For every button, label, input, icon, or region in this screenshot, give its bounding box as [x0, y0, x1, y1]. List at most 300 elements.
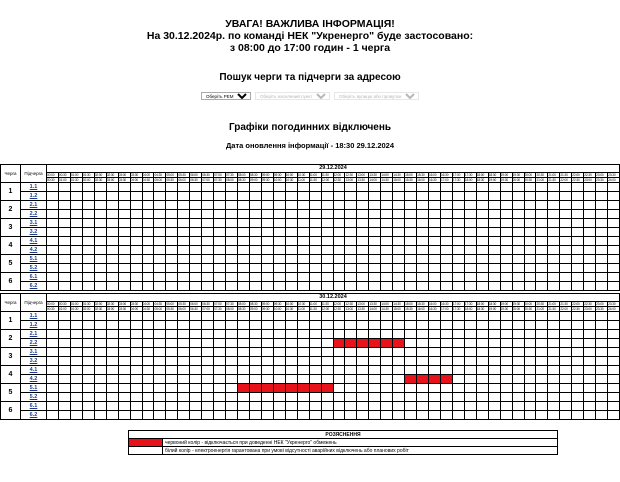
time-end: 11:00 — [297, 307, 309, 312]
queue-number: 1 — [1, 312, 21, 330]
slot-cell — [130, 210, 142, 219]
slot-cell — [238, 192, 250, 201]
subqueue-link[interactable]: 2.1 — [21, 201, 47, 210]
slot-cell — [94, 210, 106, 219]
time-start: 11:30 — [321, 173, 333, 178]
slot-cell — [58, 366, 70, 375]
time-start: 06:30 — [202, 302, 214, 307]
slot-cell — [500, 201, 512, 210]
subqueue-link[interactable]: 5.1 — [21, 255, 47, 264]
slot-cell — [393, 237, 405, 246]
slot-cell — [464, 411, 476, 420]
subqueue-link[interactable]: 3.2 — [21, 228, 47, 237]
slot-cell — [345, 357, 357, 366]
subqueue-link[interactable]: 3.1 — [21, 219, 47, 228]
slot-cell — [130, 330, 142, 339]
time-end: 01:00 — [58, 307, 70, 312]
slot-cell — [572, 228, 584, 237]
slot-cell — [226, 273, 238, 282]
table-row — [1, 255, 620, 264]
slot-cell — [238, 330, 250, 339]
slot-cell — [130, 282, 142, 291]
queue-number: 1 — [1, 183, 21, 201]
slot-cell — [560, 357, 572, 366]
subqueue-link[interactable]: 4.2 — [21, 246, 47, 255]
slot-cell — [524, 321, 536, 330]
slot-cell — [130, 201, 142, 210]
time-start: 23:00 — [596, 173, 608, 178]
outage-cell — [393, 339, 405, 348]
slot-cell — [238, 411, 250, 420]
slot-cell — [608, 375, 620, 384]
slot-cell — [512, 330, 524, 339]
slot-cell — [202, 219, 214, 228]
slot-cell — [369, 246, 381, 255]
slot-cell — [584, 273, 596, 282]
slot-cell — [321, 183, 333, 192]
slot-cell — [488, 321, 500, 330]
queue-number: 6 — [1, 402, 21, 420]
time-end: 24:00 — [608, 178, 620, 183]
time-start: 16:30 — [440, 173, 452, 178]
slot-cell — [417, 348, 429, 357]
subqueue-link[interactable]: 5.1 — [21, 384, 47, 393]
time-end: 11:30 — [309, 178, 321, 183]
slot-cell — [393, 183, 405, 192]
slot-cell — [488, 411, 500, 420]
time-end: 24:00 — [608, 307, 620, 312]
table-row — [1, 384, 620, 393]
slot-cell — [202, 228, 214, 237]
slot-cell — [82, 237, 94, 246]
slot-cell — [166, 321, 178, 330]
subqueue-link[interactable]: 4.1 — [21, 366, 47, 375]
slot-cell — [261, 321, 273, 330]
slot-cell — [130, 273, 142, 282]
slot-cell — [142, 210, 154, 219]
time-start: 11:30 — [321, 302, 333, 307]
slot-cell — [560, 201, 572, 210]
slot-cell — [297, 366, 309, 375]
time-start: 06:30 — [202, 173, 214, 178]
slot-cell — [584, 357, 596, 366]
slot-cell — [82, 348, 94, 357]
slot-cell — [285, 348, 297, 357]
slot-cell — [512, 402, 524, 411]
slot-cell — [333, 264, 345, 273]
slot-cell — [536, 228, 548, 237]
slot-cell — [309, 402, 321, 411]
slot-cell — [405, 273, 417, 282]
slot-cell — [249, 393, 261, 402]
slot-cell — [154, 330, 166, 339]
subqueue-link[interactable]: 5.2 — [21, 264, 47, 273]
slot-cell — [214, 411, 226, 420]
time-end: 19:00 — [488, 307, 500, 312]
slot-cell — [524, 366, 536, 375]
time-end: 18:00 — [464, 307, 476, 312]
outage-cell — [321, 384, 333, 393]
time-start: 19:00 — [500, 302, 512, 307]
slot-cell — [464, 264, 476, 273]
time-start: 01:00 — [70, 173, 82, 178]
slot-cell — [405, 321, 417, 330]
slot-cell — [572, 321, 584, 330]
slot-cell — [47, 411, 59, 420]
time-end: 05:30 — [166, 307, 178, 312]
subqueue-link[interactable]: 2.2 — [21, 339, 47, 348]
time-start: 08:30 — [249, 173, 261, 178]
slot-cell — [273, 357, 285, 366]
time-end: 08:00 — [226, 178, 238, 183]
slot-cell — [381, 246, 393, 255]
slot-cell — [309, 330, 321, 339]
slot-cell — [369, 237, 381, 246]
slot-cell — [357, 375, 369, 384]
slot-cell — [47, 219, 59, 228]
slot-cell — [512, 384, 524, 393]
slot-cell — [70, 321, 82, 330]
slot-cell — [548, 330, 560, 339]
slot-cell — [345, 210, 357, 219]
slot-cell — [524, 357, 536, 366]
slot-cell — [70, 357, 82, 366]
slot-cell — [381, 402, 393, 411]
slot-cell — [190, 273, 202, 282]
slot-cell — [309, 348, 321, 357]
outage-cell — [429, 375, 441, 384]
time-start: 18:30 — [488, 173, 500, 178]
slot-cell — [381, 255, 393, 264]
subqueue-link[interactable]: 6.2 — [21, 411, 47, 420]
outage-cell — [249, 384, 261, 393]
slot-cell — [405, 282, 417, 291]
slot-cell — [202, 273, 214, 282]
time-end: 21:00 — [536, 307, 548, 312]
slot-cell — [381, 201, 393, 210]
slot-cell — [106, 246, 118, 255]
time-start: 06:00 — [190, 302, 202, 307]
subqueue-link[interactable]: 6.1 — [21, 402, 47, 411]
slot-cell — [178, 330, 190, 339]
slot-cell — [572, 273, 584, 282]
slot-cell — [333, 411, 345, 420]
slot-cell — [584, 201, 596, 210]
subqueue-link[interactable]: 2.1 — [21, 330, 47, 339]
time-start: 03:30 — [130, 173, 142, 178]
alert-banner — [0, 18, 620, 54]
slot-cell — [429, 273, 441, 282]
subqueue-link[interactable]: 1.1 — [21, 183, 47, 192]
slot-cell — [452, 411, 464, 420]
time-end: 05:00 — [154, 307, 166, 312]
slot-cell — [584, 384, 596, 393]
slot-cell — [82, 255, 94, 264]
slot-cell — [429, 402, 441, 411]
slot-cell — [417, 246, 429, 255]
slot-cell — [202, 192, 214, 201]
subqueue-link[interactable]: 1.2 — [21, 321, 47, 330]
slot-cell — [417, 273, 429, 282]
slot-cell — [190, 339, 202, 348]
search-title: Пошук черги та підчерги за адресою — [219, 72, 401, 83]
slot-cell — [297, 402, 309, 411]
slot-cell — [297, 348, 309, 357]
slot-cell — [417, 228, 429, 237]
slot-cell — [417, 411, 429, 420]
subqueue-link[interactable]: 1.1 — [21, 312, 47, 321]
slot-cell — [345, 330, 357, 339]
slot-cell — [249, 348, 261, 357]
slot-cell — [560, 312, 572, 321]
settlement-select[interactable] — [255, 92, 330, 100]
slot-cell — [142, 411, 154, 420]
slot-cell — [357, 183, 369, 192]
slot-cell — [548, 312, 560, 321]
subqueue-link[interactable]: 6.2 — [21, 282, 47, 291]
slot-cell — [572, 411, 584, 420]
slot-cell — [142, 357, 154, 366]
slot-cell — [488, 348, 500, 357]
slot-cell — [261, 264, 273, 273]
subqueue-link[interactable]: 6.1 — [21, 273, 47, 282]
subqueue-link[interactable]: 5.2 — [21, 393, 47, 402]
slot-cell — [476, 201, 488, 210]
slot-cell — [154, 393, 166, 402]
slot-cell — [166, 273, 178, 282]
time-start: 06:00 — [190, 173, 202, 178]
slot-cell — [548, 357, 560, 366]
slot-cell — [70, 402, 82, 411]
slot-cell — [393, 210, 405, 219]
subqueue-link[interactable]: 4.1 — [21, 237, 47, 246]
slot-cell — [584, 192, 596, 201]
subqueue-link[interactable]: 3.2 — [21, 357, 47, 366]
slot-cell — [321, 282, 333, 291]
slot-cell — [58, 183, 70, 192]
slot-cell — [405, 339, 417, 348]
slot-cell — [512, 273, 524, 282]
slot-cell — [524, 264, 536, 273]
table-date: 30.12.2024 — [47, 294, 620, 302]
time-start: 23:30 — [608, 173, 620, 178]
slot-cell — [118, 384, 130, 393]
slot-cell — [166, 192, 178, 201]
slot-cell — [440, 183, 452, 192]
slot-cell — [154, 357, 166, 366]
time-start: 22:30 — [584, 302, 596, 307]
slot-cell — [452, 402, 464, 411]
time-end: 18:30 — [476, 178, 488, 183]
slot-cell — [202, 357, 214, 366]
slot-cell — [238, 201, 250, 210]
slot-cell — [297, 312, 309, 321]
slot-cell — [58, 282, 70, 291]
slot-cell — [142, 402, 154, 411]
slot-cell — [369, 210, 381, 219]
time-start: 04:30 — [154, 173, 166, 178]
slot-cell — [130, 246, 142, 255]
slot-cell — [70, 375, 82, 384]
slot-cell — [417, 357, 429, 366]
slot-cell — [488, 201, 500, 210]
subqueue-link[interactable]: 1.2 — [21, 192, 47, 201]
table-row — [1, 393, 620, 402]
slot-cell — [524, 228, 536, 237]
slot-cell — [202, 264, 214, 273]
slot-cell — [226, 219, 238, 228]
slot-cell — [333, 219, 345, 228]
slot-cell — [154, 348, 166, 357]
slot-cell — [524, 402, 536, 411]
slot-cell — [608, 255, 620, 264]
slot-cell — [106, 348, 118, 357]
slot-cell — [357, 348, 369, 357]
subqueue-link[interactable]: 2.2 — [21, 210, 47, 219]
slot-cell — [309, 393, 321, 402]
slot-cell — [285, 330, 297, 339]
slot-cell — [572, 348, 584, 357]
slot-cell — [321, 402, 333, 411]
slot-cell — [405, 210, 417, 219]
subqueue-link[interactable]: 3.1 — [21, 348, 47, 357]
slot-cell — [476, 219, 488, 228]
queue-header: Черга — [1, 294, 21, 312]
rem-select[interactable] — [201, 92, 251, 100]
slot-cell — [106, 228, 118, 237]
queue-number: 2 — [1, 201, 21, 219]
slot-cell — [130, 393, 142, 402]
slot-cell — [608, 264, 620, 273]
slot-cell — [381, 384, 393, 393]
slot-cell — [560, 282, 572, 291]
slot-cell — [166, 219, 178, 228]
time-end: 07:30 — [214, 178, 226, 183]
slot-cell — [309, 375, 321, 384]
time-end: 08:30 — [238, 178, 250, 183]
time-start: 10:00 — [285, 173, 297, 178]
slot-cell — [130, 255, 142, 264]
slot-cell — [94, 219, 106, 228]
slot-cell — [106, 384, 118, 393]
slot-cell — [393, 357, 405, 366]
slot-cell — [369, 393, 381, 402]
slot-cell — [118, 273, 130, 282]
slot-cell — [273, 273, 285, 282]
slot-cell — [381, 264, 393, 273]
time-start: 18:00 — [476, 302, 488, 307]
slot-cell — [47, 246, 59, 255]
slot-cell — [512, 264, 524, 273]
slot-cell — [190, 411, 202, 420]
slot-cell — [118, 312, 130, 321]
outage-cell — [261, 384, 273, 393]
slot-cell — [285, 201, 297, 210]
queue-number: 3 — [1, 348, 21, 366]
slot-cell — [536, 330, 548, 339]
slot-cell — [369, 183, 381, 192]
slot-cell — [608, 348, 620, 357]
time-start: 16:00 — [429, 302, 441, 307]
outage-cell — [357, 339, 369, 348]
slot-cell — [452, 384, 464, 393]
slot-cell — [596, 219, 608, 228]
slot-cell — [381, 273, 393, 282]
slot-cell — [94, 255, 106, 264]
slot-cell — [476, 402, 488, 411]
slot-cell — [500, 330, 512, 339]
time-start: 20:30 — [536, 302, 548, 307]
slot-cell — [536, 384, 548, 393]
slot-cell — [417, 384, 429, 393]
slot-cell — [58, 402, 70, 411]
slot-cell — [47, 282, 59, 291]
slot-cell — [440, 264, 452, 273]
schedule-table-day-2 — [0, 293, 620, 420]
queue-number: 5 — [1, 384, 21, 402]
slot-cell — [142, 348, 154, 357]
time-end: 04:00 — [130, 307, 142, 312]
slot-cell — [106, 366, 118, 375]
time-end: 01:00 — [58, 178, 70, 183]
slot-cell — [560, 255, 572, 264]
time-start: 05:30 — [178, 302, 190, 307]
slot-cell — [584, 375, 596, 384]
slot-cell — [297, 264, 309, 273]
slot-cell — [381, 393, 393, 402]
slot-cell — [273, 255, 285, 264]
time-start: 19:30 — [512, 173, 524, 178]
slot-cell — [130, 366, 142, 375]
subqueue-link[interactable]: 4.2 — [21, 375, 47, 384]
street-select[interactable] — [334, 92, 419, 100]
slot-cell — [202, 312, 214, 321]
slot-cell — [226, 321, 238, 330]
slot-cell — [500, 375, 512, 384]
slot-cell — [393, 375, 405, 384]
slot-cell — [572, 210, 584, 219]
slot-cell — [417, 393, 429, 402]
slot-cell — [369, 255, 381, 264]
slot-cell — [512, 321, 524, 330]
slot-cell — [357, 366, 369, 375]
slot-cell — [608, 312, 620, 321]
slot-cell — [369, 348, 381, 357]
slot-cell — [596, 402, 608, 411]
time-end: 22:00 — [560, 178, 572, 183]
slot-cell — [178, 273, 190, 282]
slot-cell — [321, 255, 333, 264]
slot-cell — [429, 246, 441, 255]
slot-cell — [142, 366, 154, 375]
slot-cell — [405, 348, 417, 357]
slot-cell — [464, 183, 476, 192]
slot-cell — [130, 348, 142, 357]
slot-cell — [94, 366, 106, 375]
time-end: 13:00 — [345, 307, 357, 312]
slot-cell — [214, 339, 226, 348]
slot-cell — [58, 339, 70, 348]
time-end: 12:00 — [321, 307, 333, 312]
slot-cell — [190, 228, 202, 237]
slot-cell — [297, 375, 309, 384]
slot-cell — [440, 282, 452, 291]
legend-title: РОЗЯСНЕННЯ — [129, 431, 558, 439]
slot-cell — [142, 330, 154, 339]
slot-cell — [82, 375, 94, 384]
slot-cell — [154, 384, 166, 393]
slot-cell — [369, 321, 381, 330]
